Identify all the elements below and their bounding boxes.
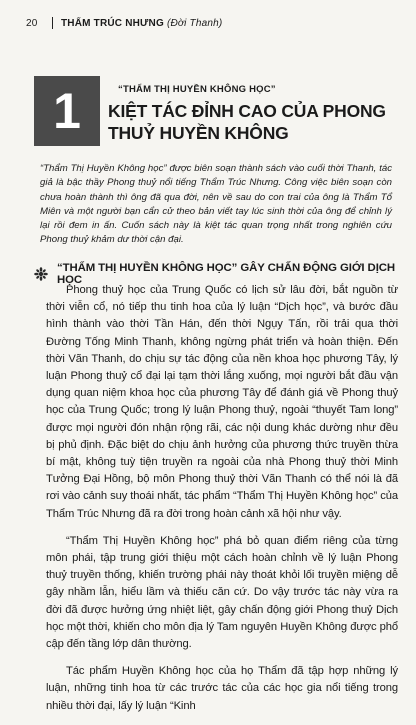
chapter-number-box: [34, 76, 100, 146]
section-heading-text: “THẨM THỊ HUYỀN KHÔNG HỌC” GÂY CHẤN ĐỘNG GIỚI DỊCH HỌC: [57, 262, 396, 286]
ornament-icon: [34, 267, 48, 281]
chapter-title: KIỆT TÁC ĐỈNH CAO CỦA PHONG THUỶ HUYỀN KHÔNG: [108, 101, 386, 143]
running-head: [26, 14, 396, 32]
paragraph: Tác phẩm Huyền Không học của họ Thẩm đã tập hợp những lý luận, những tinh hoa từ các trước tác của các học gia nổi tiếng trong nhiều thời đại, lấy lý luận “Kinh: [46, 665, 398, 712]
chapter-number: 1: [53, 83, 81, 139]
chapter-intro: “Thẩm Thị Huyền Không học” được biên soạn thành sách vào cuối thời Thanh, tác giả là bậc thầy Phong thuỷ nổi tiếng Thẩm Trúc Nhưng. Công việc biên soạn còn chưa hoàn thành thì ông đã qua đời, nên về sau do con trai của ông là Thẩm Tổ Miên và một người bạn cẩn cử theo bản viết tay lúc sinh thời của ông để chỉnh lý lại rồi đem in ấn. Cuốn sách này là kiệt tác quan trọng nhất trong nghiên cứu Phong thuỷ khảm dư thời cận đại.: [40, 163, 392, 246]
book-title: THẨM TRÚC NHƯNG: [61, 17, 164, 29]
book-subtitle: (Đời Thanh): [166, 17, 223, 29]
paragraph: Phong thuỷ học của Trung Quốc có lịch sử lâu đời, bắt nguồn từ thời viễn cổ, nó tiếp thu tinh hoa của lý luận “Dịch học”, và bước đầu hình thành vào thời Tần Hán, đến thời Ngụy Tấn, rồi trải qua thời Đường Tống Minh Thanh, không ngừng phát triển và hoàn thiện. Đến thời Vãn Thanh, do chịu sự tác động của nền khoa học phương Tây, lý luận Phong thuỷ cổ đại lại tạm thời lắng xuống, mọi người bắt đầu vận dụng quan niệm khoa học của phương Tây để đánh giá về Phong thuỷ học của Trung Quốc; trong lý luận Phong thuỷ, ngoài “thuyết Tam long” được mọi người đón nhận rộng rãi, các nội dung khác dường như đều bị phủ định. Đặc biệt do chịu ảnh hưởng của phương thức truyền thừa bí mật, không tuỳ tiện truyền ra ngoài của nhà Phong thuỷ thời Minh Tưởng Đại Hồng, bộ môn Phong thuỷ thời Vãn Thanh có thể nói là đã rơi vào cảnh suy thoái nhất, tác phẩm “Thẩm Thị Huyền Không học” của Thẩm Trúc Nhưng đã ra đời trong hoàn cảnh xã hội như vậy.: [46, 284, 398, 520]
header-divider: [52, 17, 53, 29]
chapter-kicker: “THẨM THỊ HUYỀN KHÔNG HỌC”: [118, 84, 276, 95]
paragraph: “Thẩm Thị Huyền Không học” phá bỏ quan điểm riêng của từng môn phái, tập trung giới thiệu một cách hoàn chỉnh về lý luận Phong thuỷ truyền thống, khiến trường phái này thoát khỏi lối truyền miệng dễ gây nhầm lẫn, hiểu lầm và thiếu căn cứ. Do vậy trước tác này vừa ra đời đã được hưởng ứng nhiệt liệt, gây chấn động giới Phong thuỷ Dịch học một thời, khiến cho môn địa lý Tam nguyên Huyền Không được phổ cập đến tầng lớp dân thường.: [46, 534, 398, 651]
body-text: [46, 282, 398, 725]
page-number: 20: [26, 17, 38, 29]
